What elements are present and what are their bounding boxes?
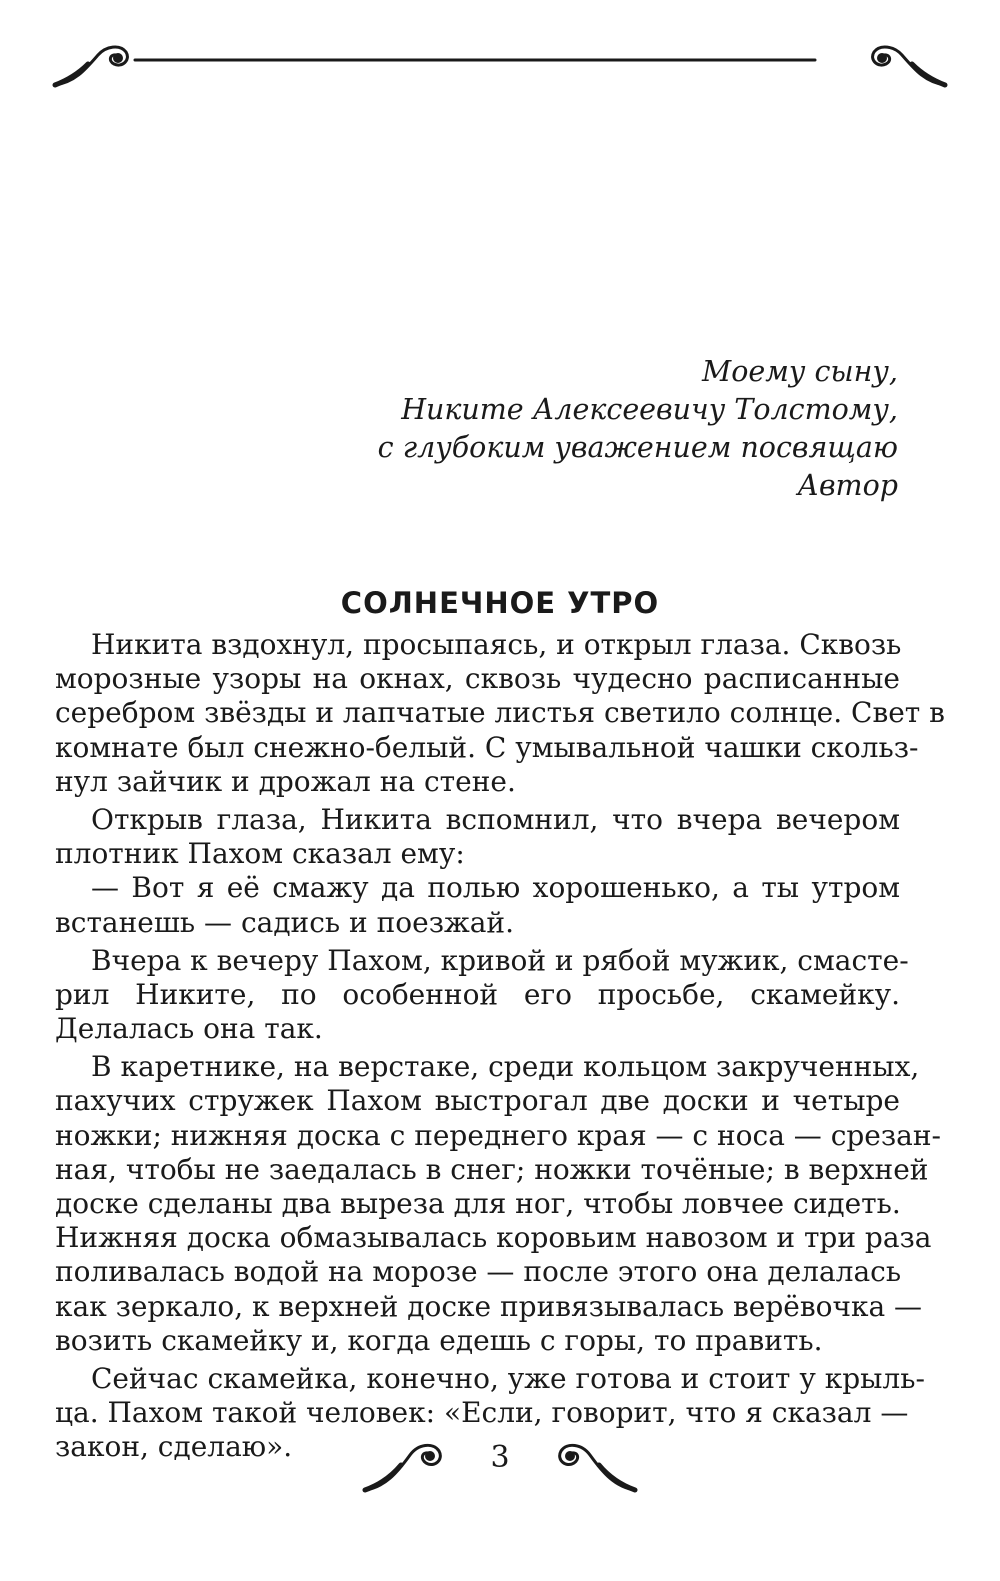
dedication-line: с глубоким уважением посвящаю xyxy=(377,431,898,464)
header-ornament xyxy=(0,30,1000,110)
text-line: ная, чтобы не заедалась в снег; ножки точёные; в верхней xyxy=(55,1152,929,1186)
text-line: закон, сделаю». xyxy=(55,1430,293,1464)
dedication-author: Автор xyxy=(797,469,898,502)
text-line: серебром звёзды и лапчатые листья светило солнце. Свет в xyxy=(55,696,945,730)
chapter-body xyxy=(55,628,945,1465)
text-line: В каретнике, на верстаке, среди кольцом закрученных, xyxy=(91,1050,920,1084)
text-line: доске сделаны два выреза для ног, чтобы ловчее сидеть. xyxy=(55,1187,901,1220)
text-line: — Вот я её смажу да полью хорошенько, а ты утром xyxy=(91,871,900,905)
text-line: ножки; нижняя доска с переднего края — с носа — срезан- xyxy=(55,1118,941,1152)
text-line: нул зайчик и дрожал на стене. xyxy=(55,764,516,798)
text-line: рил Никите, по особенной его просьбе, скамейку. xyxy=(55,977,900,1011)
page-number: 3 xyxy=(490,1440,510,1475)
chapter-title: СОЛНЕЧНОЕ УТРО xyxy=(340,586,660,620)
text-line: Нижняя доска обмазывалась коровьим навозом и три раза xyxy=(55,1221,932,1255)
text-line: Открыв глаза, Никита вспомнил, что вчера вечером xyxy=(91,802,900,836)
text-line: пахучих стружек Пахом выстрогал две доски и четыре xyxy=(55,1084,900,1118)
dedication-line: Моему сыну, xyxy=(702,355,898,388)
text-line: возить скамейку и, когда едешь с горы, то править. xyxy=(55,1323,823,1357)
dedication-line: Никите Алексеевичу Толстому, xyxy=(401,393,898,426)
text-line: как зеркало, к верхней доске привязывалась верёвочка — xyxy=(55,1289,923,1323)
dedication xyxy=(378,353,898,505)
text-line: ца. Пахом такой человек: «Если, говорит, что я сказал — xyxy=(55,1396,909,1430)
text-line: Вчера к вечеру Пахом, кривой и рябой мужик, смасте- xyxy=(91,943,909,977)
text-line: комнате был снежно-белый. С умывальной чашки скольз- xyxy=(55,730,919,764)
text-line: Никита вздохнул, просыпаясь, и открыл глаза. Сквозь xyxy=(91,628,902,661)
text-line: поливалась водой на морозе — после этого она делалась xyxy=(55,1255,902,1289)
text-line: встанешь — садись и поезжай. xyxy=(55,905,514,939)
text-line: плотник Пахом сказал ему: xyxy=(55,837,465,871)
text-line: Делалась она так. xyxy=(55,1012,323,1046)
text-line: Сейчас скамейка, конечно, уже готова и стоит у крыль- xyxy=(91,1361,925,1395)
text-line: морозные узоры на окнах, сквозь чудесно расписанные xyxy=(55,662,900,696)
